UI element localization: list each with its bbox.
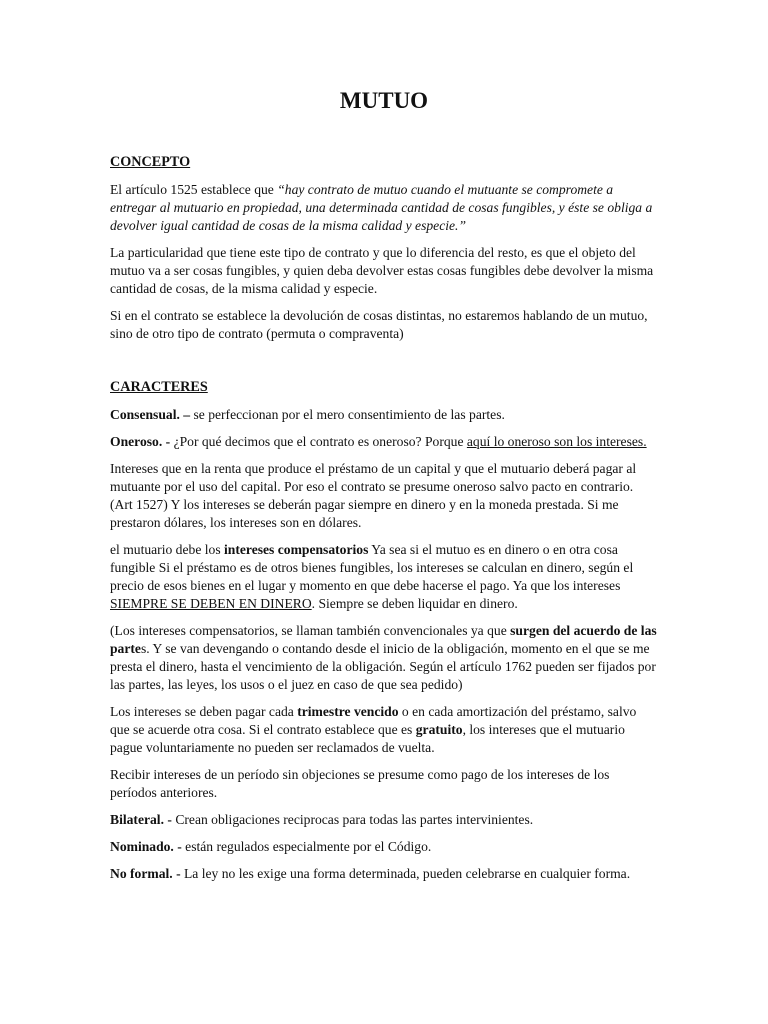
section-heading-concepto: CONCEPTO <box>110 154 191 170</box>
definition-no-formal: La ley no les exige una forma determinada, pueden celebrarse en cualquier forma. <box>180 866 631 881</box>
term-bilateral: Bilateral. - <box>110 812 172 827</box>
text-segment: (Los intereses compensatorios, se llaman también convencionales ya que <box>110 623 511 638</box>
term-nominado: Nominado. - <box>110 839 182 854</box>
underlined-siempre-dinero: SIEMPRE SE DEBEN EN DINERO <box>110 596 312 611</box>
paragraph-particularidad: La particularidad que tiene este tipo de contrato y que lo diferencia del resto, es que el objeto del mutuo va a ser cosas fungibles, y quien deba devolver estas cosas fungibles debe devolver la misma cantidad de cosas, de la misma calidad y especie. <box>110 245 654 296</box>
text-segment: Los intereses se deben pagar cada <box>110 704 298 719</box>
definition-bilateral: Crean obligaciones reciprocas para todas las partes intervinientes. <box>171 812 534 827</box>
definition-nominado: están regulados especialmente por el Código. <box>181 839 432 854</box>
text-segment: . Siempre se deben liquidar en dinero. <box>311 596 518 611</box>
definition-consensual: se perfeccionan por el mero consentimiento de las partes. <box>190 407 505 422</box>
text-segment: Ya sea si el mutuo es en dinero o en otra cosa fungible Si el préstamo es de otros bienes fungibles, los intereses se calculan en dinero, según el precio de esos bienes en el lugar y momento en que debe hacerse el pago. Ya que los intereses <box>110 542 634 593</box>
term-oneroso: Oneroso. - <box>110 434 171 449</box>
paragraph-pago-intereses <box>110 703 658 757</box>
paragraph-bilateral <box>110 811 658 829</box>
paragraph-articulo-1525 <box>110 181 658 235</box>
text-segment: s. Y se van devengando o contando desde el inicio de la obligación, momento en el que se me presta el dinero, hasta el vencimiento de la obligación. Según el artículo 1762 pueden ser fijados por las partes, las leyes, los usos o el juez en caso de que sea pedido) <box>110 641 656 692</box>
underlined-oneroso: aquí lo oneroso son los intereses. <box>466 434 647 449</box>
paragraph-consensual <box>110 406 658 424</box>
text-segment: , los intereses que el mutuario pague voluntariamente no pueden ser reclamados de vuelta. <box>110 722 625 755</box>
document-title: MUTUO <box>339 88 429 113</box>
quoted-definition: “hay contrato de mutuo cuando el mutuante se compromete a entregar al mutuario en propiedad, una determinada cantidad de cosas fungibles, y éste se obliga a devolver igual cantidad de cosas de la misma calidad y especie.” <box>110 182 653 233</box>
bold-gratuito: gratuito <box>415 722 463 737</box>
paragraph-no-formal <box>110 865 658 883</box>
paragraph-oneroso <box>110 433 658 451</box>
term-no-formal: No formal. - <box>110 866 181 881</box>
definition-oneroso: ¿Por qué decimos que el contrato es oneroso? Porque <box>170 434 467 449</box>
text-segment: el mutuario debe los <box>110 542 225 557</box>
paragraph-compensatorios <box>110 622 658 694</box>
section-heading-caracteres: CARACTERES <box>110 379 208 395</box>
section-spacer <box>110 352 658 378</box>
term-consensual: Consensual. – <box>110 407 191 422</box>
paragraph-recibir-intereses: Recibir intereses de un período sin objeciones se presume como pago de los intereses de los períodos anteriores. <box>110 767 610 800</box>
paragraph-intereses: Intereses que en la renta que produce el préstamo de un capital y que el mutuario deberá pagar al mutuante por el uso del capital. Por eso el contrato se presume oneroso salvo pacto en contrario. (Art 1527) Y los intereses se deberán pagar siempre en dinero y en la moneda prestada. Si me prestaron dólares, los intereses son en dólares. <box>110 461 637 530</box>
paragraph-lead: El artículo 1525 establece que <box>110 182 278 197</box>
bold-trimestre-vencido: trimestre vencido <box>297 704 399 719</box>
text-segment: o en cada amortización del préstamo, salvo que se acuerde otra cosa. Si el contrato establece que es <box>110 704 637 737</box>
bold-intereses-compensatorios: intereses compensatorios <box>224 542 369 557</box>
document-body <box>110 153 658 892</box>
bold-acuerdo-partes: surgen del acuerdo de las parte <box>110 623 657 656</box>
paragraph-nominado <box>110 838 658 856</box>
paragraph-devolucion: Si en el contrato se establece la devolución de cosas distintas, no estaremos hablando de un mutuo, sino de otro tipo de contrato (permuta o compraventa) <box>110 308 648 341</box>
paragraph-mutuario <box>110 541 658 613</box>
